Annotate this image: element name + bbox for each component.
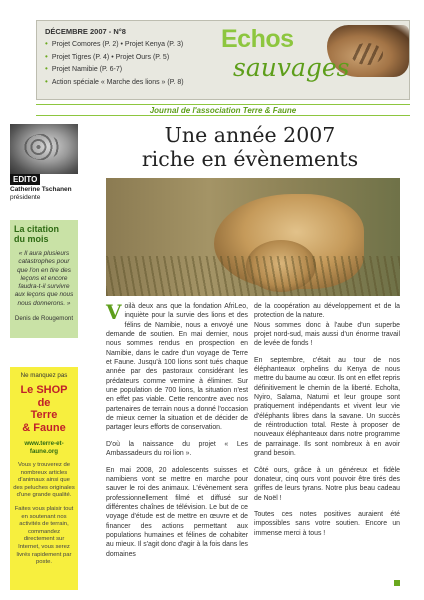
table-of-contents <box>45 38 184 88</box>
journal-bar <box>36 104 410 116</box>
toc-item[interactable]: • Projet Comores (P. 2) • Projet Kenya (P. 3) <box>45 38 184 51</box>
dropcap: V <box>106 300 122 324</box>
snow-leopard-image <box>10 124 78 174</box>
shop-intro: Ne manquez pas <box>20 372 68 379</box>
citation-title <box>14 224 74 244</box>
article-paragraph: de la coopération au développement et de la protection de la nature. <box>254 303 400 320</box>
edito-author: Catherine Tschanen <box>10 186 72 193</box>
shop-title-line: & Faune <box>22 421 66 434</box>
article-paragraph: En mai 2008, 20 adolescents suisses et namibiens vont se mettre en marche pour sauver le roi des animaux. L'évènement sera professionnellement filmé et diffusé sur différentes chaînes de télévision. Le but de ce voyage d'étude est de mettre en œuvre et de financer des actions permettant aux populations humaines et félines de cohabiter au mieux. Il s'agit donc d'agir à la fois dans les domaines <box>106 466 248 558</box>
article-paragraph <box>106 302 248 433</box>
echos-sauvages-logo <box>221 25 409 97</box>
toc-item[interactable]: • Projet Namibie (P. 6-7) <box>45 63 184 76</box>
edito-label: EDITO <box>10 174 40 185</box>
article-title <box>100 123 400 171</box>
citation-box <box>10 220 78 338</box>
article-column-2 <box>254 302 400 538</box>
article-paragraph: Nous sommes donc à l'aube d'un superbe projet nord-sud, mais aussi d'un énorme travail de levée de fonds ! <box>254 321 400 348</box>
citation-author: Denis de Rougemont <box>14 315 74 323</box>
logo-echos-text: Echos <box>221 25 294 53</box>
citation-text: « Il aura plusieurs catastrophes pour que l'on en tire des leçons et encore faudra-t-il survivre aux leçons que nous nous donnerons. » <box>14 250 74 307</box>
citation-title-line: La citation <box>14 224 60 234</box>
paragraph-text: oilà deux ans que la fondation AfriLeo, inquiète pour la survie des lions et des félins de Namibie, nous a envoyé une demande de soutien. En mai dernier, nous nous sommes rendus en prospection en Namibie, dans le cadre d'un voyage de Terre et Faune. Jusqu'à 100 lions sont tués chaque année par des pastoraux considérant les prédateurs comme vermine à éliminer. Sur une population de 700 lions, la situation n'est en effet pas viable. Cette rencontre avec nos partenaires de terrain nous a donné l'occasion de mieux cerner la situation et de décider de partager leurs efforts de conservation. <box>106 303 248 432</box>
article-title-line: Une année 2007 <box>164 123 336 147</box>
shop-link[interactable]: www.terre-et-faune.org <box>24 440 64 455</box>
logo-sauvages-text: sauvages <box>233 53 350 82</box>
citation-title-line: du mois <box>14 234 49 244</box>
toc-item[interactable]: • Action spéciale « Marche des lions » (P. 8) <box>45 76 184 89</box>
end-of-article-square <box>394 580 400 586</box>
toc-item[interactable]: • Projet Tigres (P. 4) • Projet Ours (P. 5) <box>45 51 184 64</box>
article-paragraph: Toutes ces notes positives auraient été impossibles sans votre soutien. Encore un immense merci à tous ! <box>254 510 400 537</box>
issue-date: DÉCEMBRE 2007 - N°8 <box>45 27 126 36</box>
shop-title <box>13 384 75 434</box>
lions-photo <box>106 178 400 296</box>
article-paragraph: D'où la naissance du projet « Les Ambassadeurs du roi lion ». <box>106 440 248 458</box>
journal-subtitle: Journal de l'association Terre & Faune <box>149 106 297 115</box>
edito-role: présidente <box>10 194 41 201</box>
article-column-1 <box>106 302 248 559</box>
masthead <box>36 20 410 100</box>
article-title-line: riche en évènements <box>141 147 359 171</box>
shop-box <box>10 367 78 590</box>
article-paragraph: En septembre, c'était au tour de nos éléphanteaux orphelins du Kenya de nous mettre du baume au cœur. Ils ont en effet repris définitivement le chemin de la liberté. Echolta, Nyiro, Salama, Natumi et leur groupe sont pratiquement indépendants et vivent leur vie d'éléphants libres dans la savane. Un succès de réintroduction total. Reste à proposer de nouveaux éléphanteaux dans notre programme de parrainage. Ils sont nombreux à en avoir grand besoin. <box>254 356 400 458</box>
shop-text: Vous y trouverez de nombreux articles d'animaux ainsi que des peluches originales d'une grande qualité. <box>13 462 75 499</box>
shop-title-line: Le SHOP de <box>20 384 68 409</box>
shop-title-line: Terre <box>30 409 58 421</box>
shop-text: Faites vous plaisir tout en soutenant nos activités de terrain, commandez directement sur Internet, vous serez livrés rapidement par poste. <box>14 505 74 566</box>
grass-texture <box>106 256 400 296</box>
article-paragraph: Côté ours, grâce à un généreux et fidèle donateur, cinq ours vont pouvoir être tirés des griffes de leurs tyrans. Notre plus beau cadeau de Noël ! <box>254 466 400 502</box>
